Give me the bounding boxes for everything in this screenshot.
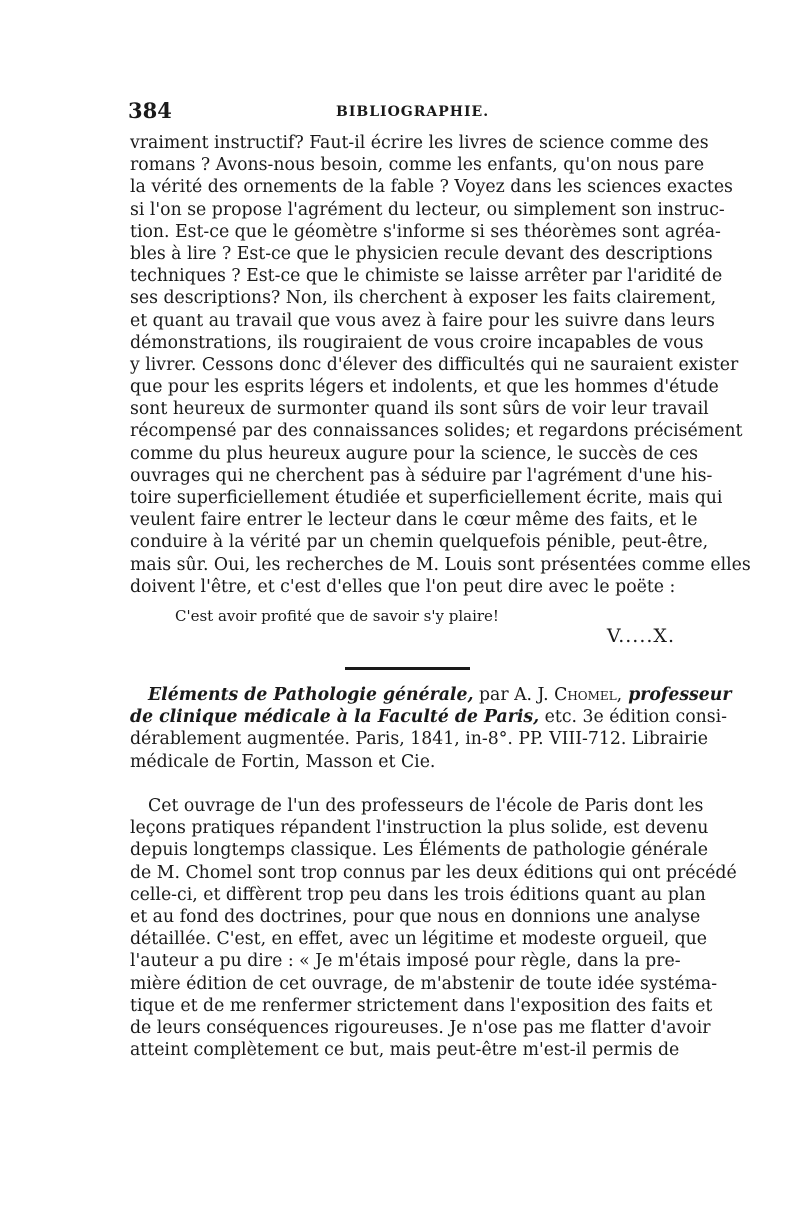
text-line: récompensé par des connaissances solides; et regardons précisément [130, 421, 743, 442]
text-line: de leurs conséquences rigoureuses. Je n'ose pas me flatter d'avoir [130, 1017, 711, 1038]
text-line: doivent l'être, et c'est d'elles que l'on peut dire avec le poëte : [130, 576, 676, 597]
running-head: BIBLIOGRAPHIE. [336, 104, 490, 120]
author-role: professeur [622, 685, 732, 705]
text-line: conduire à la vérité par un chemin quelquefois pénible, peut-être, [130, 532, 709, 553]
text-line: mière édition de cet ouvrage, de m'abstenir de toute idée systéma- [130, 973, 718, 994]
book-title: Eléments de Pathologie générale, [148, 685, 474, 705]
review-louis-text [130, 132, 751, 598]
reviewer-signature: V.....X. [606, 625, 675, 647]
text-line: romans ? Avons-nous besoin, comme les enfants, qu'on nous pare [130, 155, 705, 176]
citation-line: dérablement augmentée. Paris, 1841, in-8°. PP. VIII-712. Librairie [130, 729, 709, 750]
book-author: Chomel, [554, 685, 623, 705]
text-line: bles à lire ? Est-ce que le physicien recule devant des descriptions [130, 243, 713, 264]
page-number: 384 [128, 98, 172, 123]
text-line: comme du plus heureux augure pour la science, le succès de ces [130, 443, 699, 464]
text-line: y livrer. Cessons donc d'élever des difficultés qui ne sauraient exister [130, 354, 739, 375]
text-line: tion. Est-ce que le géomètre s'informe si ses théorèmes sont agréa- [130, 221, 721, 242]
text-line: de M. Chomel sont trop connus par les deux éditions qui ont précédé [130, 862, 737, 883]
text-line: détaillée. C'est, en effet, avec un légitime et modeste orgueil, que [130, 929, 708, 950]
author-role-cont: de clinique médicale à la Faculté de Paris, [130, 707, 540, 728]
text-line: depuis longtemps classique. Les Éléments de pathologie générale [130, 840, 708, 861]
verse-quote: C'est avoir profité que de savoir s'y plaire! [175, 607, 499, 625]
text-line: veulent faire entrer le lecteur dans le cœur même des faits, et le [130, 510, 698, 531]
citation-line [130, 706, 727, 728]
text-line: techniques ? Est-ce que le chimiste se laisse arrêter par l'aridité de [130, 266, 723, 287]
text-line: mais sûr. Oui, les recherches de M. Louis sont présentées comme elles [130, 554, 751, 575]
text-line: l'auteur a pu dire : « Je m'étais imposé pour règle, dans la pre- [130, 951, 681, 972]
text-line: toire superficiellement étudiée et superficiellement écrite, mais qui [130, 488, 723, 508]
review-chomel-text [130, 795, 737, 1061]
text-line: démonstrations, ils rougiraient de vous croire incapables de vous [130, 332, 704, 353]
text-line: la vérité des ornements de la fable ? Voyez dans les sciences exactes [130, 177, 733, 198]
text-line: atteint complètement ce but, mais peut-être m'est-il permis de [130, 1040, 680, 1061]
text-line: ses descriptions? Non, ils cherchent à exposer les faits clairement, [130, 288, 717, 309]
text-line: ouvrages qui ne cherchent pas à séduire par l'agrément d'une his- [130, 465, 713, 486]
page-header [128, 98, 673, 128]
text-line: celle-ci, et diffèrent trop peu dans les trois éditions quant au plan [130, 884, 706, 905]
text-line: vraiment instructif? Faut-il écrire les livres de science comme des [130, 133, 709, 153]
citation-par: par A. J. [473, 685, 555, 705]
book-citation [130, 684, 732, 773]
text-line: et quant au travail que vous avez à faire pour les suivre dans leurs [130, 310, 715, 331]
text-line: que pour les esprits légers et indolents, et que les hommes d'étude [130, 377, 719, 398]
text-line: sont heureux de surmonter quand ils sont sûrs de voir leur travail [130, 399, 709, 420]
text-line: Cet ouvrage de l'un des professeurs de l'école de Paris dont les [148, 796, 704, 816]
citation-line [130, 684, 732, 706]
text-line: si l'on se propose l'agrément du lecteur, ou simplement son instruc- [130, 199, 725, 220]
text-line: leçons pratiques répandent l'instruction la plus solide, est devenu [130, 818, 709, 839]
text-line: et au fond des doctrines, pour que nous en donnions une analyse [130, 906, 701, 927]
citation-line: médicale de Fortin, Masson et Cie. [130, 751, 436, 772]
edition-info: etc. 3e édition consi- [539, 707, 727, 728]
text-line: tique et de me renfermer strictement dans l'exposition des faits et [130, 995, 713, 1016]
section-divider [345, 667, 470, 670]
